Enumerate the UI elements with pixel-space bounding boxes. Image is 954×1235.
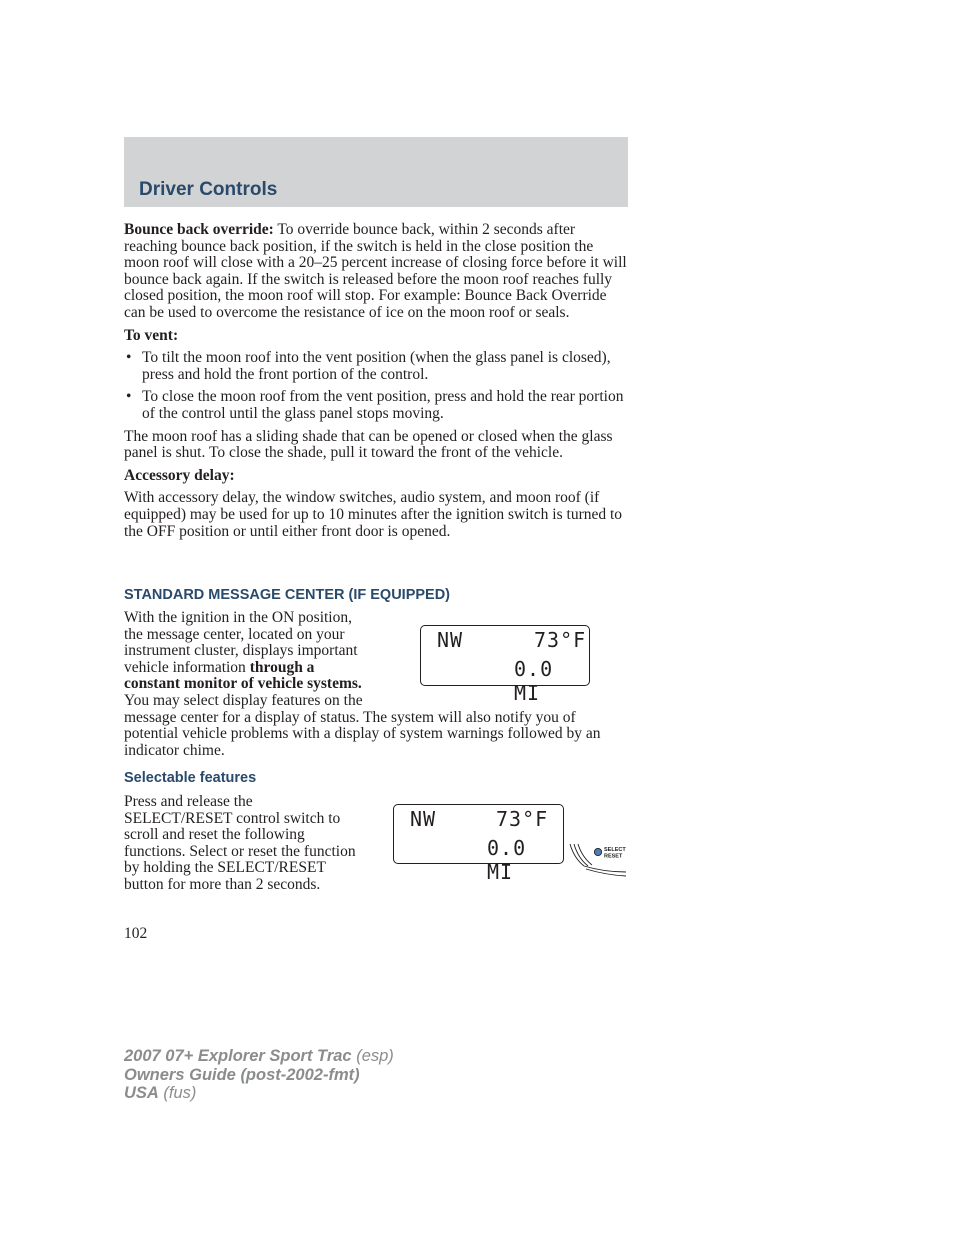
bounce-back-paragraph (124, 222, 628, 322)
message-center-display-select (393, 804, 564, 884)
message-center-text-bold: through a constant monitor of vehicle systems. (124, 658, 362, 693)
footer-market: USA (124, 1084, 159, 1102)
document-footer (124, 1047, 394, 1103)
footer-line-2 (124, 1066, 394, 1085)
panel-line (584, 866, 626, 872)
shade-paragraph: The moon roof has a sliding shade that can be opened or closed when the glass panel is shut. To close the shade, pull it toward the front of the vehicle. (124, 427, 613, 462)
message-center-heading: STANDARD MESSAGE CENTER (IF EQUIPPED) (124, 587, 451, 603)
message-center-text-b: You may select display features on the message center for a display of status. The system will also notify you of potential vehicle problems with a display of system warnings followed by an indicator chime. (124, 691, 601, 759)
temperature-readout: 73°F (534, 628, 587, 652)
vent-bullet-text: To tilt the moon roof into the vent position (when the glass panel is closed), press and hold the front portion of the control. (142, 349, 611, 383)
accessory-delay-heading: Accessory delay: (124, 466, 235, 484)
footer-model-code: (esp) (351, 1047, 394, 1065)
section-header-band (124, 137, 628, 207)
panel-line (570, 844, 584, 866)
bounce-back-label: Bounce back override: (124, 221, 274, 238)
accessory-delay-paragraph: With accessory delay, the window switches, audio system, and moon roof (if equipped) may be used for up to 10 minutes after the ignition switch is turned to the OFF position or until either front door is opened. (124, 489, 623, 540)
to-vent-heading: To vent: (124, 326, 179, 344)
footer-line-1 (124, 1047, 394, 1066)
select-label: SELECT (604, 847, 626, 853)
bullet-dot: • (126, 388, 132, 406)
selectable-features-heading: Selectable features (124, 770, 257, 786)
vent-bullet (124, 389, 628, 422)
page-number: 102 (124, 925, 148, 942)
selectable-features-paragraph: Press and release the SELECT/RESET control switch to scroll and reset the following functions. Select or reset the function by holding the SELECT/RESET button for more than 2 seconds. (124, 793, 356, 893)
section-title: Driver Controls (139, 179, 278, 200)
distance-readout: 0.0 MI (487, 836, 527, 884)
footer-market-code: (fus) (158, 1084, 197, 1102)
select-reset-button-icon (594, 848, 601, 855)
message-center-text-a: With the ignition in the ON position, the message center, located on your instrument cluster, displays important vehicle information (124, 609, 358, 676)
panel-line (586, 869, 626, 876)
message-center-display (420, 625, 590, 705)
vent-bullet-text: To close the moon roof from the vent position, press and hold the rear portion of the control until the glass panel stops moving. (142, 388, 624, 422)
reset-label: RESET (604, 853, 623, 860)
bounce-back-text: To override bounce back, within 2 seconds after reaching bounce back position, if the switch is held in the close position the moon roof will close with a 20–25 percent increase of closing force before it will bounce back again. If the switch is released before the moon roof reaches fully closed position, the moon roof will stop. For example: Bounce Back Override can be used to overcome the resistance of ice on the moon roof or seals. (124, 221, 627, 321)
footer-line-3 (124, 1084, 394, 1103)
distance-readout: 0.0 MI (514, 657, 554, 705)
footer-guide: Owners Guide (post-2002-fmt) (124, 1065, 360, 1084)
main-column-top (124, 222, 628, 546)
compass-readout: NW (410, 807, 437, 831)
compass-readout: NW (437, 628, 464, 652)
vent-bullet (124, 350, 628, 383)
temperature-readout: 73°F (496, 807, 549, 831)
select-reset-switch-illustration (566, 838, 630, 880)
footer-model: 2007 07+ Explorer Sport Trac (124, 1047, 352, 1065)
bullet-dot: • (126, 349, 132, 367)
selectable-features-block (124, 794, 364, 894)
